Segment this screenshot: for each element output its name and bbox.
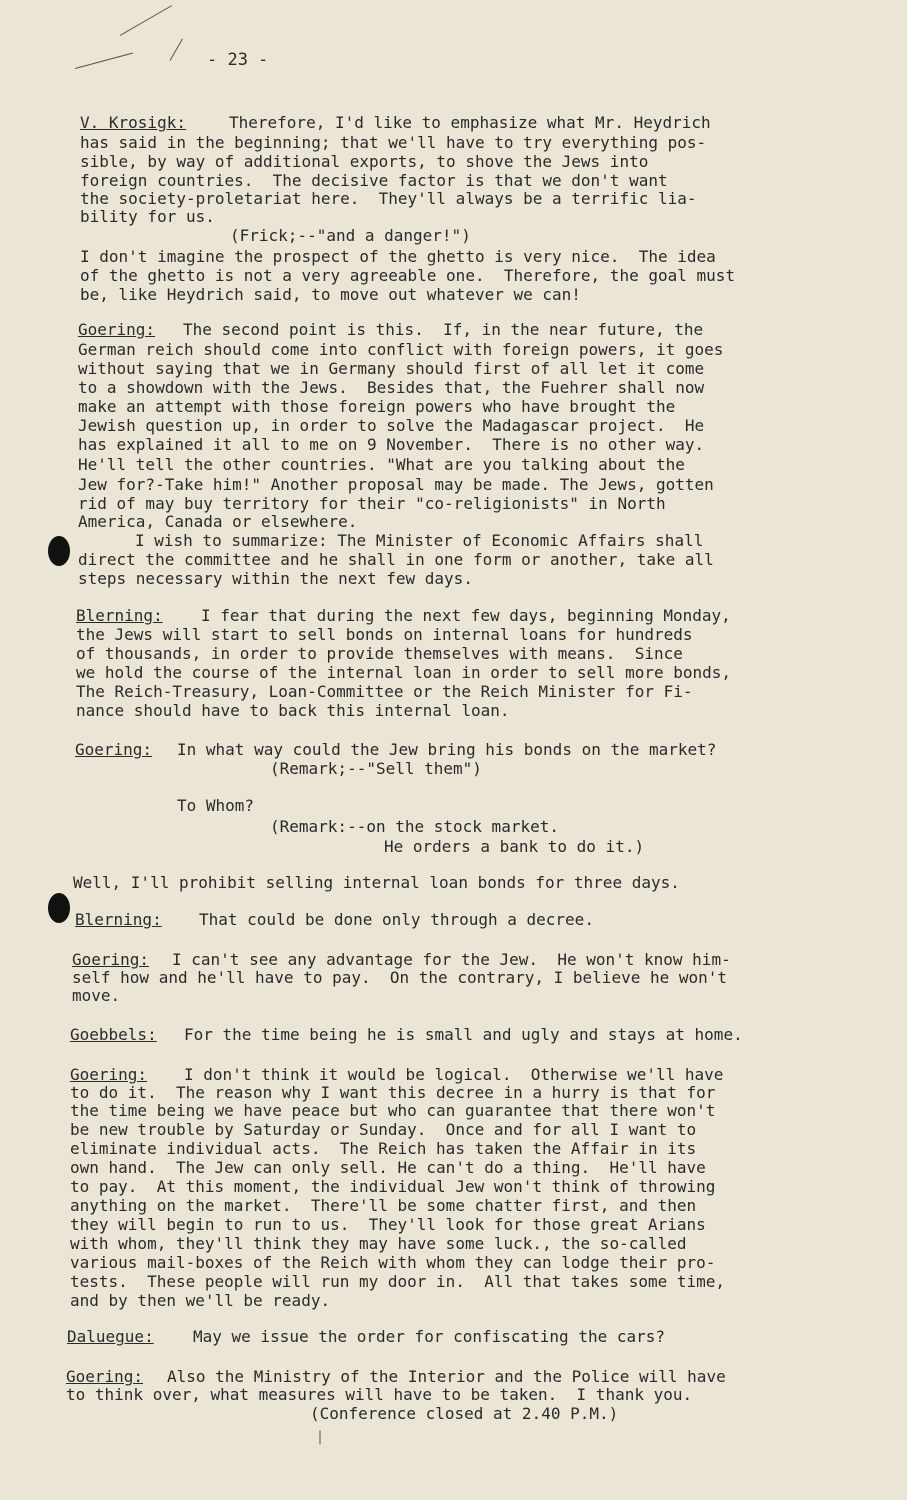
text-line: I don't think it would be logical. Otherwise we'll have	[184, 1065, 724, 1084]
punch-hole	[48, 536, 70, 566]
text-line: Therefore, I'd like to emphasize what Mr. Heydrich	[229, 113, 711, 132]
text-line: I wish to summarize: The Minister of Economic Affairs shall	[135, 531, 704, 550]
text-line: nance should have to back this internal loan.	[76, 701, 510, 720]
text-line: to do it. The reason why I want this decree in a hurry is that for	[70, 1083, 716, 1102]
punch-hole	[48, 893, 70, 923]
speaker-name: Goering:	[75, 740, 153, 759]
text-line: and by then we'll be ready.	[70, 1291, 331, 1310]
remark: He orders a bank to do it.)	[384, 837, 645, 856]
text-line: bility for us.	[80, 207, 215, 226]
pencil-mark	[120, 5, 172, 36]
speaker-name: Blerning:	[76, 606, 163, 625]
text-line: the society-proletariat here. They'll always be a terrific lia-	[80, 189, 697, 208]
text-line: anything on the market. There'll be some chatter first, and then	[70, 1196, 697, 1215]
speaker-name: Daluegue:	[67, 1327, 154, 1346]
text-line: Also the Ministry of the Interior and the Police will have	[167, 1367, 726, 1386]
text-line: The Reich-Treasury, Loan-Committee or the Reich Minister for Fi-	[76, 682, 693, 701]
text-line: May we issue the order for confiscating the cars?	[193, 1327, 666, 1346]
text-line: to a showdown with the Jews. Besides that, the Fuehrer shall now	[78, 378, 705, 397]
text-line: make an attempt with those foreign powers who have brought the	[78, 397, 676, 416]
text-line: own hand. The Jew can only sell. He can't do a thing. He'll have	[70, 1158, 706, 1177]
closing-note: (Conference closed at 2.40 P.M.)	[310, 1404, 619, 1423]
speaker-name: Goering:	[72, 950, 150, 969]
text-line: has said in the beginning; that we'll have to try everything pos-	[80, 133, 707, 152]
text-line: self how and he'll have to pay. On the contrary, I believe he won't	[72, 968, 728, 987]
text-line: steps necessary within the next few days.	[78, 569, 473, 588]
text-line: without saying that we in Germany should first of all let it come	[78, 359, 705, 378]
text-line: of the ghetto is not a very agreeable one. Therefore, the goal must	[80, 266, 736, 285]
text-line: direct the committee and he shall in one form or another, take all	[78, 550, 714, 569]
text-line: America, Canada or elsewhere.	[78, 512, 358, 531]
remark: (Remark:--on the stock market.	[270, 817, 559, 836]
text-line: with whom, they'll think they may have some luck., the so-called	[70, 1234, 687, 1253]
text-line: the time being we have peace but who can guarantee that there won't	[70, 1101, 716, 1120]
text-line: has explained it all to me on 9 November. There is no other way.	[78, 435, 705, 454]
text-line: rid of may buy territory for their "co-religionists" in North	[78, 494, 666, 513]
remark: (Remark;--"Sell them")	[270, 759, 482, 778]
speaker-name: Blerning:	[75, 910, 162, 929]
text-line: of thousands, in order to provide themselves with means. Since	[76, 644, 683, 663]
text-line: I don't imagine the prospect of the ghetto is very nice. The idea	[80, 247, 716, 266]
text-line: To Whom?	[177, 796, 255, 815]
text-line: That could be done only through a decree.	[199, 910, 594, 929]
speaker-name: Goebbels:	[70, 1025, 157, 1044]
speaker-name: Goering:	[78, 320, 156, 339]
text-line: tests. These people will run my door in. All that takes some time,	[70, 1272, 726, 1291]
text-line: sible, by way of additional exports, to shove the Jews into	[80, 152, 649, 171]
speaker-name: Goering:	[70, 1065, 148, 1084]
text-line: Jew for?-Take him!" Another proposal may be made. The Jews, gotten	[78, 475, 714, 494]
pencil-mark	[320, 1431, 321, 1445]
text-line: the Jews will start to sell bonds on internal loans for hundreds	[76, 625, 693, 644]
interjection: (Frick;--"and a danger!")	[230, 226, 471, 245]
text-line: be new trouble by Saturday or Sunday. Once and for all I want to	[70, 1120, 697, 1139]
text-line: In what way could the Jew bring his bonds on the market?	[177, 740, 717, 759]
speaker-name: V. Krosigk:	[80, 113, 186, 132]
page-number: - 23 -	[207, 50, 269, 70]
text-line: I fear that during the next few days, beginning Monday,	[201, 606, 731, 625]
text-line: they will begin to run to us. They'll look for those great Arians	[70, 1215, 706, 1234]
text-line: to think over, what measures will have to be taken. I thank you.	[66, 1385, 693, 1404]
pencil-mark	[170, 39, 183, 61]
text-line: we hold the course of the internal loan in order to sell more bonds,	[76, 663, 732, 682]
text-line: eliminate individual acts. The Reich has taken the Affair in its	[70, 1139, 697, 1158]
text-line: He'll tell the other countries. "What are you talking about the	[78, 455, 685, 474]
text-line: For the time being he is small and ugly and stays at home.	[184, 1025, 743, 1044]
speaker-name: Goering:	[66, 1367, 144, 1386]
text-line: German reich should come into conflict with foreign powers, it goes	[78, 340, 724, 359]
text-line: The second point is this. If, in the near future, the	[183, 320, 704, 339]
text-line: I can't see any advantage for the Jew. He won't know him-	[172, 950, 731, 969]
text-line: to pay. At this moment, the individual Jew won't think of throwing	[70, 1177, 716, 1196]
text-line: be, like Heydrich said, to move out whatever we can!	[80, 285, 581, 304]
text-line: Jewish question up, in order to solve the Madagascar project. He	[78, 416, 705, 435]
text-line: move.	[72, 986, 121, 1005]
pencil-mark	[75, 52, 133, 68]
text-line: foreign countries. The decisive factor is that we don't want	[80, 171, 668, 190]
text-line: various mail-boxes of the Reich with whom they can lodge their pro-	[70, 1253, 716, 1272]
text-line: Well, I'll prohibit selling internal loan bonds for three days.	[73, 873, 680, 892]
